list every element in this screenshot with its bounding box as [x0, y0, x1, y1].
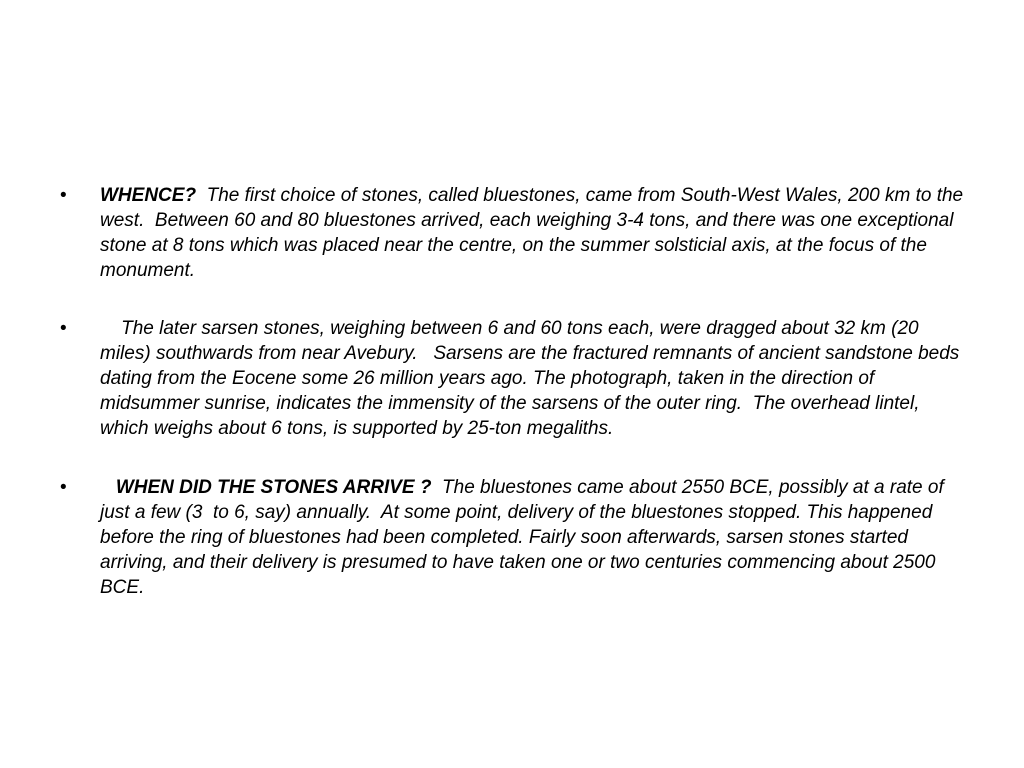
bullet-text: The bluestones came about 2550 BCE, possibly at a rate of just a few (3 to 6, say) annually. At some point, delivery of the bluestones stopped. This happened before the ring of bluestones had been completed. Fairly soon afterwards, sarsen stones started arriving, and their delivery is presumed to have taken one or two centuries commencing about 2500 BCE.: [100, 477, 950, 598]
bullet-text: The first choice of stones, called bluestones, came from South-West Wales, 200 km to the west. Between 60 and 80 bluestones arrived, each weighing 3-4 tons, and there was one exceptional stone at 8 tons which was placed near the centre, on the summer solsticial axis, at the focus of the monument.: [100, 185, 969, 281]
bullet-marker: •: [60, 185, 67, 206]
bullet-marker: •: [60, 318, 67, 339]
bullet-lead: WHEN DID THE STONES ARRIVE ?: [100, 477, 432, 498]
bullet-whence: [60, 183, 970, 283]
bullet-sarsens: [60, 316, 970, 441]
bullet-when-arrive: [60, 475, 970, 600]
bullet-text: The later sarsen stones, weighing between 6 and 60 tons each, were dragged about 32 km (20 miles) southwards from near Avebury. Sarsens are the fractured remnants of ancient sandstone beds dating from the Eocene some 26 million years ago. The photograph, taken in the direction of midsummer sunrise, indicates the immensity of the sarsens of the outer ring. The overhead lintel, which weighs about 6 tons, is supported by 25-ton megaliths.: [100, 318, 965, 439]
bullet-list: [60, 183, 970, 634]
bullet-lead: WHENCE?: [100, 185, 197, 206]
bullet-marker: •: [60, 477, 67, 498]
